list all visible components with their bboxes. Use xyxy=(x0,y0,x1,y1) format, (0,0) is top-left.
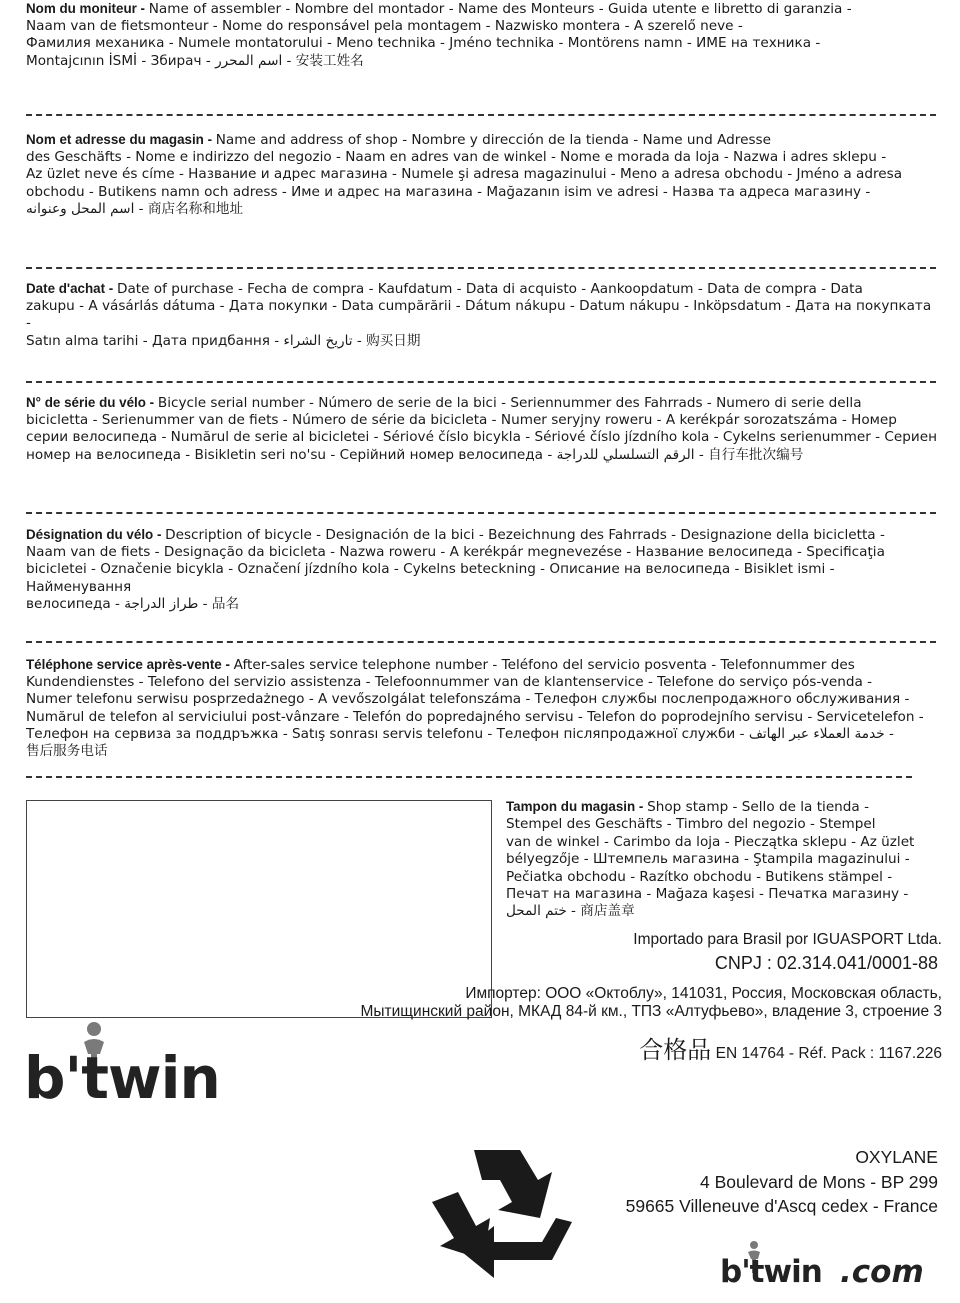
logo-right-text: b'twin xyxy=(720,1254,822,1290)
company-address xyxy=(626,1145,938,1219)
company-name: OXYLANE xyxy=(855,1147,938,1167)
divider xyxy=(26,114,936,116)
shop-line: Name and address of shop - Nombre y dirección de la tienda - Name und Adresse xyxy=(215,132,771,148)
stamp-line: ختم المحل - 商店盖章 xyxy=(506,903,635,920)
purchase-line: Satın alma tarihi - Дата придбання - تاريخ الشراء - 购买日期 xyxy=(26,332,421,349)
company-city: 59665 Villeneuve d'Ascq cedex - France xyxy=(625,1196,938,1216)
stamp-line: Shop stamp - Sello de la tienda - xyxy=(647,799,869,815)
stamp-line: Pečiatka obchodu - Razítko obchodu - Butikens stämpel - xyxy=(506,868,893,885)
importer-russia-line2: Мытищинский район, МКАД 84-й км., ТПЗ «Алтуфьево», владение 3, строение 3 xyxy=(360,1003,942,1020)
logo-right-suffix: .com xyxy=(840,1254,924,1290)
serial-line: Bicycle serial number - Número de serie de la bici - Seriennummer des Fahrrads - Numero di serie della xyxy=(157,395,862,411)
stamp-line: Печат на магазина - Mağaza kaşesi - Печатка магазину - xyxy=(506,886,909,903)
shop-stamp-box xyxy=(26,800,492,1018)
shop-title: Nom et adresse du magasin - xyxy=(26,132,216,147)
purchase-line: zakupu - A vásárlás dátuma - Дата покупки - Data cumpărării - Dátum nákupu - Datum nákupu - Inköpsdatum - Дата на покупката - xyxy=(26,298,932,332)
serial-title: N° de série du vélo - xyxy=(26,395,158,410)
divider xyxy=(26,776,912,778)
assembler-line: Montajcının İSMİ - Збирач - اسم المحرر - 安装工姓名 xyxy=(26,52,364,69)
description-line: Naam van de fiets - Designação da bicicleta - Nazwa roweru - A kerékpár megnevezése - Название велосипеда - Specificaţia xyxy=(26,544,885,561)
purchase-title: Date d'achat - xyxy=(26,281,117,296)
btwin-logo-right xyxy=(720,1240,946,1295)
description-title: Désignation du vélo - xyxy=(26,527,166,542)
divider xyxy=(26,267,936,269)
china-quality-mark: 合格品 xyxy=(639,1036,712,1064)
serial-line: серии велосипеда - Numărul de serie al bicicletei - Sériové číslo bicykla - Sériové číslo jízdního kola - Cykelns serienummer - Сериен xyxy=(26,429,937,446)
stamp-line: Stempel des Geschäfts - Timbro del negozio - Stempel xyxy=(506,816,876,833)
recycle-icon xyxy=(412,1140,582,1290)
phone-line: Телефон на сервиза за поддръжка - Satış sonrası servis telefonu - Телефон післяпродажної служби - خدمة العملاء عبر الهاتف - xyxy=(26,725,894,742)
description-line: bicicletei - Označenie bicykla - Označení jízdního kola - Cykelns beteckning - Описание на велосипеда - Bisiklet ismi - Найменування xyxy=(26,561,835,595)
phone-title: Téléphone service après-vente - xyxy=(26,657,234,672)
shop-line: اسم المحل وعنوانه - 商店名称和地址 xyxy=(26,200,244,217)
standard-ref: EN 14764 - Réf. Pack : 1167.226 xyxy=(715,1045,942,1062)
assembler-field xyxy=(26,0,938,70)
serial-line: bicicletta - Serienummer van de fiets - Número de série da bicicleta - Numer seryjny roweru - A kerékpár sorozatszáma - Номер xyxy=(26,412,897,429)
purchase-line: Date of purchase - Fecha de compra - Kaufdatum - Data di acquisto - Aankoopdatum - Data de compra - Data xyxy=(117,281,863,297)
phone-line: After-sales service telephone number - Teléfono del servicio posventa - Telefonnummer des xyxy=(233,657,855,673)
assembler-title: Nom du moniteur - xyxy=(26,1,149,16)
assembler-line: Name of assembler - Nombre del montador - Name des Monteurs - Guida utente e libretto di garanzia - xyxy=(148,1,852,17)
divider xyxy=(26,381,936,383)
phone-line: Numărul de telefon al serviciului post-vânzare - Telefón do popredajného servisu - Telefon do poprodejního servisu - Servicetelefon - xyxy=(26,708,924,725)
assembler-line: Фамилия механика - Numele montatorului - Meno technika - Jméno technika - Montörens namn - ИМЕ на техника - xyxy=(26,35,821,52)
description-line: Description of bicycle - Designación de la bici - Bezeichnung des Fahrrads - Designazione della bicicletta - xyxy=(165,527,885,543)
shop-field xyxy=(26,131,938,218)
shop-line: Az üzlet neve és címe - Название и адрес магазина - Numele şi adresa magazinului - Meno a adresa obchodu - Jméno a adresa xyxy=(26,166,903,183)
divider xyxy=(26,641,936,643)
stamp-line: bélyegzője - Штемпель магазина - Ştampila magazinului - xyxy=(506,851,910,868)
serial-line: номер на велосипеда - Bisikletin seri no'su - Серійний номер велосипеда - الرقم التسلسلي للدراجة - 自行车批次编号 xyxy=(26,446,804,463)
bicycle-description-field xyxy=(26,526,938,613)
company-street: 4 Boulevard de Mons - BP 299 xyxy=(699,1171,938,1192)
stamp-line: van de winkel - Carimbo da loja - Pieczątka sklepu - Az üzlet xyxy=(506,833,915,850)
phone-line: 售后服务电话 xyxy=(26,743,108,760)
importer-cnpj: CNPJ : 02.314.041/0001-88 xyxy=(714,953,938,973)
standard-line xyxy=(639,1030,942,1065)
serial-number-field xyxy=(26,394,938,464)
shop-line: obchodu - Butikens namn och adress - Име и адрес на магазина - Mağazanın isim ve adresi - Назва та адреса магазину - xyxy=(26,183,871,200)
divider xyxy=(26,512,936,514)
purchase-date-field xyxy=(26,280,938,350)
after-sales-phone-field xyxy=(26,656,938,760)
importer-brazil: Importado para Brasil por IGUASPORT Ltda. xyxy=(633,931,942,948)
phone-line: Kundendienstes - Telefono del servizio assistenza - Telefoonnummer van de klantenservice - Telefone do serviço pós-venda - xyxy=(26,674,873,691)
btwin-logo-left xyxy=(24,1020,254,1110)
importer-russia-line1: Импортер: ООО «Октоблу», 141031, Россия, Московская область, xyxy=(465,985,942,1002)
logo-left-text: b'twin xyxy=(24,1044,220,1112)
shop-stamp-label xyxy=(506,798,926,921)
stamp-title: Tampon du magasin - xyxy=(506,799,648,814)
phone-line: Numer telefonu serwisu posprzedażnego - A vevőszolgálat telefonszáma - Телефон службы послепродажного обслуживания - xyxy=(26,691,910,708)
assembler-line: Naam van de fietsmonteur - Nome do responsável pela montagem - Nazwisko montera - A szerelő neve - xyxy=(26,18,743,35)
shop-line: des Geschäfts - Nome e indirizzo del negozio - Naam en adres van de winkel - Nome e morada da loja - Nazwa i adres sklepu - xyxy=(26,149,887,166)
description-line: велосипеда - طراز الدراجة - 品名 xyxy=(26,595,240,612)
